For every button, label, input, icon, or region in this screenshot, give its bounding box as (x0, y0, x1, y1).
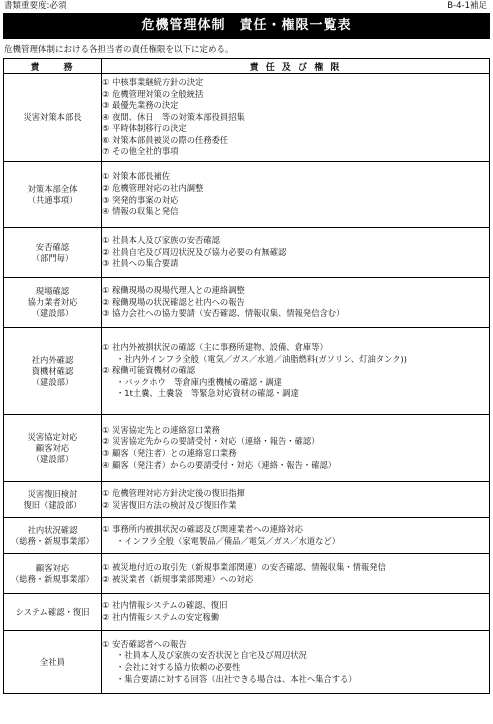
role-label: 現場確認 (35, 286, 70, 296)
role-label: （総務・新規事業部） (11, 535, 94, 546)
role-label: 災害復旧検討 (27, 488, 78, 499)
column-header-role: 責 務 (4, 59, 102, 74)
table-row (4, 631, 490, 694)
duty-item: ④ 顧客（発注者）からの要請受付・対応（連絡・報告・確認） (102, 459, 337, 470)
duty-item: ④ 夜間、休日 等の対策本部役員招集 (102, 111, 245, 122)
duties-cell (102, 631, 490, 694)
responsibility-table (3, 58, 490, 694)
role-label: 復旧（建設部） (23, 499, 82, 510)
duties-cell (102, 482, 490, 518)
role-label: （総務・新規事業部） (11, 573, 94, 584)
role-cell (4, 228, 102, 278)
duty-item: ② 社員自宅及び周辺状況及び協力必要の有無確認 (102, 246, 287, 257)
role-label: 顧客対応 (35, 442, 70, 453)
duty-item: ② 社内情報システムの安定稼働 (102, 612, 220, 622)
duty-item: ③ 協力会社への協力要請（安否確認、情報収集、情報発信含む） (102, 308, 345, 319)
page-title: 危機管理体制 責任・権限一覧表 (3, 13, 490, 39)
role-label: 顧客対応 (35, 562, 70, 573)
duty-subitem: ・インフラ全般（家電製品／備品／電気／ガス／水道など） (116, 535, 341, 546)
duty-item: ② 被災業者（新規事業部関連）への対応 (102, 573, 254, 584)
role-label: 災害協定対応 (27, 431, 78, 442)
role-cell (4, 162, 102, 228)
table-row (4, 162, 490, 228)
role-cell (4, 74, 102, 162)
table-row (4, 278, 490, 328)
importance-label: 書類重要度:必須 (4, 1, 67, 11)
duties-cell (102, 278, 490, 328)
duty-item: ① 被災地付近の取引先（新規事業部関連）の安否確認、情報収集・情報発信 (102, 561, 386, 572)
role-label: 社内状況確認 (27, 524, 78, 535)
duty-item: ① 稼働現場の現場代理人との連絡調整 (102, 285, 245, 296)
column-header-duties: 責 任 及 び 権 限 (102, 59, 490, 74)
role-label: 安否確認 (35, 241, 70, 252)
role-cell (4, 328, 102, 415)
role-label: （部門毎） (31, 252, 74, 263)
role-cell (4, 482, 102, 518)
role-cell (4, 631, 102, 694)
duty-item: ① 社内外被損状況の確認（主に事務所建物、設備、倉庫等） (102, 342, 328, 353)
duties-cell (102, 228, 490, 278)
duty-item: ⑦ その他全社的事項 (102, 146, 179, 157)
duty-item: ① 安否確認者への報告 (102, 638, 187, 649)
duty-item: ① 危機管理対応方針決定後の復旧指揮 (102, 487, 245, 498)
duty-subitem: ・バックホウ 等倉庫内重機械の確認・調達 (116, 376, 282, 387)
role-cell (4, 415, 102, 482)
role-label: （建設部） (31, 453, 74, 464)
role-label: 協力業者対応 (27, 297, 78, 307)
role-label: （建設部） (31, 376, 74, 387)
duty-subitem: ・集合要請に対する回答（出社できる場合は、本社へ集合する） (116, 673, 357, 684)
table-row (4, 328, 490, 415)
table-row (4, 415, 490, 482)
intro-text: 危機管理体制における各担当者の責任権限を以下に定める。 (4, 45, 234, 55)
duty-item: ③ 突発的事案の対応 (102, 194, 179, 205)
table-row (4, 518, 490, 554)
role-label: 全社員 (40, 656, 65, 667)
role-label: 資機材確認 (31, 365, 74, 376)
duty-item: ② 危機管理対応の社内調整 (102, 182, 204, 193)
duties-cell (102, 162, 490, 228)
role-cell (4, 554, 102, 594)
duty-item: ③ 顧客（発注者）との連絡窓口業務 (102, 448, 237, 458)
role-label: 対策本部全体 (27, 183, 78, 194)
role-label: （共通事項） (27, 194, 78, 205)
duty-item: ① 災害協定先との連絡窓口業務 (102, 424, 220, 435)
duty-subitem: ・会社に対する協力依頼の必要性 (116, 662, 241, 672)
table-header-row (4, 59, 490, 74)
duty-item: ② 危機管理対策の全般統括 (102, 88, 204, 99)
duty-item: ① 事務所内被損状況の確認及び関連業者への連絡対応 (102, 523, 303, 534)
duty-subitem: ・社内外インフラ全般（電気／ガス／水道／油脂燃料(ガソリン、灯油タンク)) (116, 353, 407, 364)
duties-cell (102, 328, 490, 415)
duty-item: ④ 情報の収集と発信 (102, 206, 179, 217)
document-meta (4, 0, 489, 12)
duties-cell (102, 554, 490, 594)
role-label: 社内外確認 (31, 354, 74, 365)
duty-item: ① 中核事業継続方針の決定 (102, 76, 204, 87)
duties-cell (102, 518, 490, 554)
duty-item: ② 災害協定先からの要請受付・対応（連絡・報告・確認） (102, 436, 320, 447)
role-label: （建設部） (31, 308, 74, 318)
table-row (4, 228, 490, 278)
role-cell (4, 278, 102, 328)
duty-item: ① 対策本部長補佐 (102, 171, 171, 182)
role-cell (4, 518, 102, 554)
duty-subitem: ・1t土嚢、土嚢袋 等緊急対応資材の確認・調達 (116, 388, 299, 399)
duty-item: ② 災害復旧方法の検討及び復旧作業 (102, 499, 237, 510)
duty-item: ⑤ 平時体制移行の決定 (102, 123, 187, 134)
duty-item: ② 稼働可能資機材の確認 (102, 365, 196, 376)
duty-item: ③ 最優先業務の決定 (102, 100, 179, 111)
duties-cell (102, 74, 490, 162)
table-row (4, 594, 490, 631)
duties-cell (102, 594, 490, 631)
role-cell (4, 594, 102, 631)
table-row (4, 554, 490, 594)
table-body (4, 74, 490, 694)
duty-item: ① 社員本人及び家族の安否確認 (102, 235, 220, 246)
duty-item: ⑥ 対策本部員被災の際の任務委任 (102, 134, 229, 145)
duty-item: ③ 社員への集合要請 (102, 258, 179, 269)
duty-item: ① 社内情報システムの確認、復旧 (102, 600, 228, 611)
role-label: システム確認・復旧 (15, 606, 90, 617)
table-row (4, 74, 490, 162)
document-code: B-4-1補足 (447, 1, 487, 11)
duties-cell (102, 415, 490, 482)
table-row (4, 482, 490, 518)
duty-item: ② 稼働現場の状況確認と社内への報告 (102, 296, 245, 307)
duty-subitem: ・社員本人及び家族の安否状況と自宅及び周辺状況 (116, 650, 307, 661)
role-label: 災害対策本部長 (23, 112, 82, 122)
